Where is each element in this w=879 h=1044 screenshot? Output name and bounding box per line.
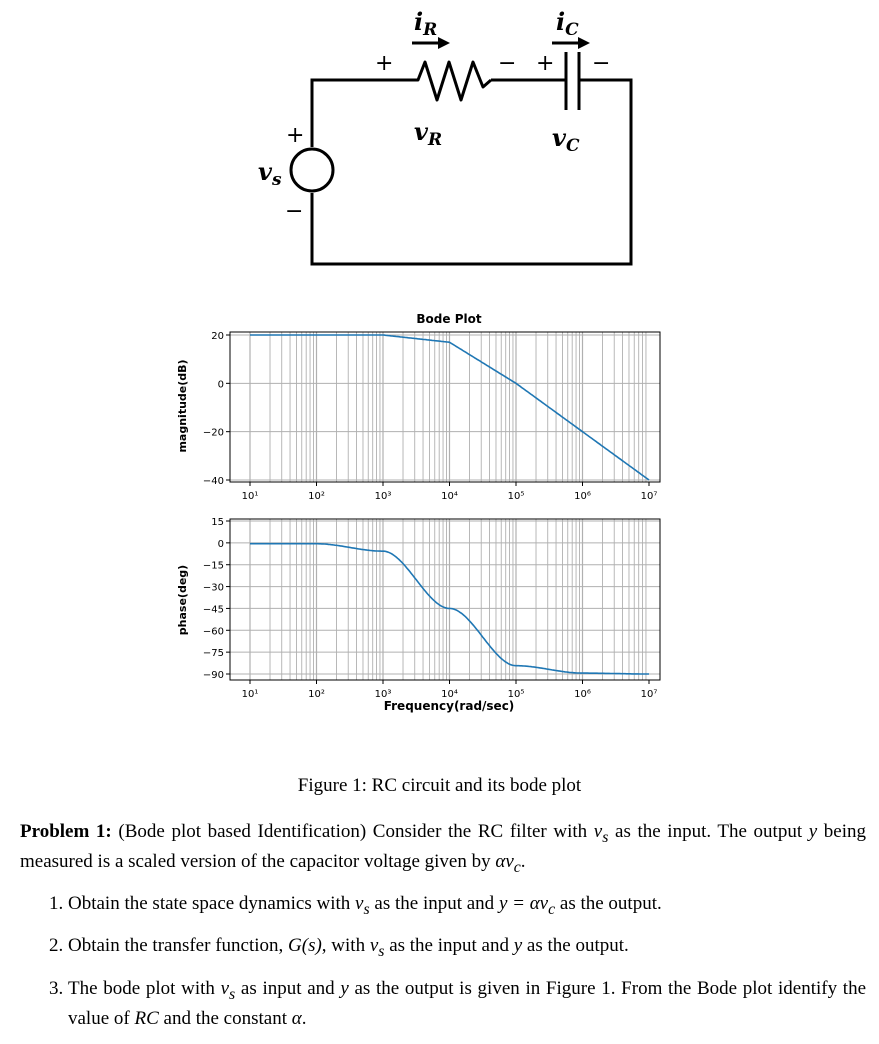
label-ir: $i_R$ <box>414 7 438 40</box>
magnitude-ylabel: magnitude(dB) <box>176 359 189 453</box>
wire-top-right <box>312 80 631 264</box>
magnitude-plot-area <box>230 332 660 482</box>
phase-xlabel: Frequency(rad/sec) <box>383 699 515 713</box>
circuit-wires <box>312 80 631 264</box>
phase-xtick-label: 10⁵ <box>507 689 525 700</box>
intro-text-c: being measured is a scaled version of the capacitor voltage given by <box>20 821 867 872</box>
capacitor-plus-sign: + <box>536 51 555 76</box>
wire-top-left <box>312 80 408 147</box>
resistor-plus-sign: + <box>375 51 394 76</box>
problem-statement <box>20 820 866 1044</box>
phase-ytick-label: −90 <box>202 670 224 681</box>
phase-ytick-label: 15 <box>211 517 224 528</box>
magnitude-xtick-label: 10¹ <box>241 491 259 502</box>
magnitude-ytick-label: −40 <box>202 476 224 487</box>
problem-item-1: 1. Obtain the state space dynamics with $v_s$ as the input and $y = \alpha v_c$ as the output. <box>68 892 866 922</box>
problem-items <box>20 892 866 1031</box>
resistor-minus-sign: − <box>498 51 517 76</box>
magnitude-ytick-label: 20 <box>211 331 224 342</box>
rc-circuit-diagram <box>0 0 879 300</box>
phase-ytick-label: −60 <box>202 626 224 638</box>
magnitude-ytick-label: 0 <box>217 379 224 391</box>
phase-xtick-label: 10⁷ <box>640 689 658 700</box>
capacitor-minus-sign: − <box>592 51 611 76</box>
phase-xtick-label: 10⁴ <box>441 689 458 700</box>
phase-xtick-label: 10¹ <box>241 689 259 700</box>
phase-ytick-label: −30 <box>202 582 224 594</box>
problem-heading: Problem 1: <box>20 821 112 842</box>
problem-intro: Problem 1: (Bode plot based Identification) Consider the RC filter with $v_s$ as the input. The output y being measured is a scaled version of the capacitor voltage given by $\alpha v_c$. <box>20 821 867 876</box>
bode-title: Bode Plot <box>416 312 482 326</box>
label-vc: $v_C$ <box>552 123 580 156</box>
var-vs: $v_s$ <box>593 821 609 846</box>
capacitor <box>566 52 579 110</box>
magnitude-xtick-label: 10⁴ <box>441 491 458 502</box>
phase-ylabel: phase(deg) <box>176 564 189 636</box>
bode-plot-figure <box>0 300 879 720</box>
intro-text-a: (Bode plot based Identification) Consider the RC filter with <box>118 821 588 842</box>
problem-item-2: 2. Obtain the transfer function, G(s), with $v_s$ as the input and y as the output. <box>68 934 866 964</box>
phase-ytick-label: 0 <box>217 538 224 550</box>
var-y: y <box>808 821 818 842</box>
phase-xtick-label: 10⁶ <box>574 689 591 700</box>
intro-text-b: as the input. The output <box>615 821 803 842</box>
problem-item-3: 3. The bode plot with $v_s$ as input and y as the output is given in Figure 1. From the Bode plot identify the value of RC and the constant α. <box>68 977 866 1031</box>
label-vr: $v_R$ <box>414 117 443 150</box>
phase-ytick-label: −15 <box>202 560 224 572</box>
magnitude-xtick-label: 10⁷ <box>640 491 658 502</box>
phase-panel <box>203 517 660 700</box>
magnitude-ytick-label: −20 <box>202 427 224 439</box>
phase-ytick-label: −45 <box>202 604 224 616</box>
resistor <box>408 62 491 100</box>
var-alpha-vc: $\alpha v_c$ <box>495 850 521 876</box>
source-plus-sign: + <box>286 123 305 148</box>
voltage-source <box>291 149 333 191</box>
figure-caption: Figure 1: RC circuit and its bode plot <box>297 775 582 796</box>
magnitude-xtick-label: 10² <box>308 491 325 502</box>
label-ic: $i_C$ <box>556 7 579 40</box>
phase-ytick-label: −75 <box>202 648 224 660</box>
source-minus-sign: − <box>285 199 304 224</box>
magnitude-xtick-label: 10⁶ <box>574 491 591 502</box>
magnitude-panel <box>203 331 660 502</box>
magnitude-xtick-label: 10⁵ <box>507 491 525 502</box>
magnitude-xtick-label: 10³ <box>374 491 392 502</box>
label-vs: $v_s$ <box>258 157 282 190</box>
phase-xtick-label: 10² <box>308 689 325 700</box>
phase-xtick-label: 10³ <box>374 689 392 700</box>
